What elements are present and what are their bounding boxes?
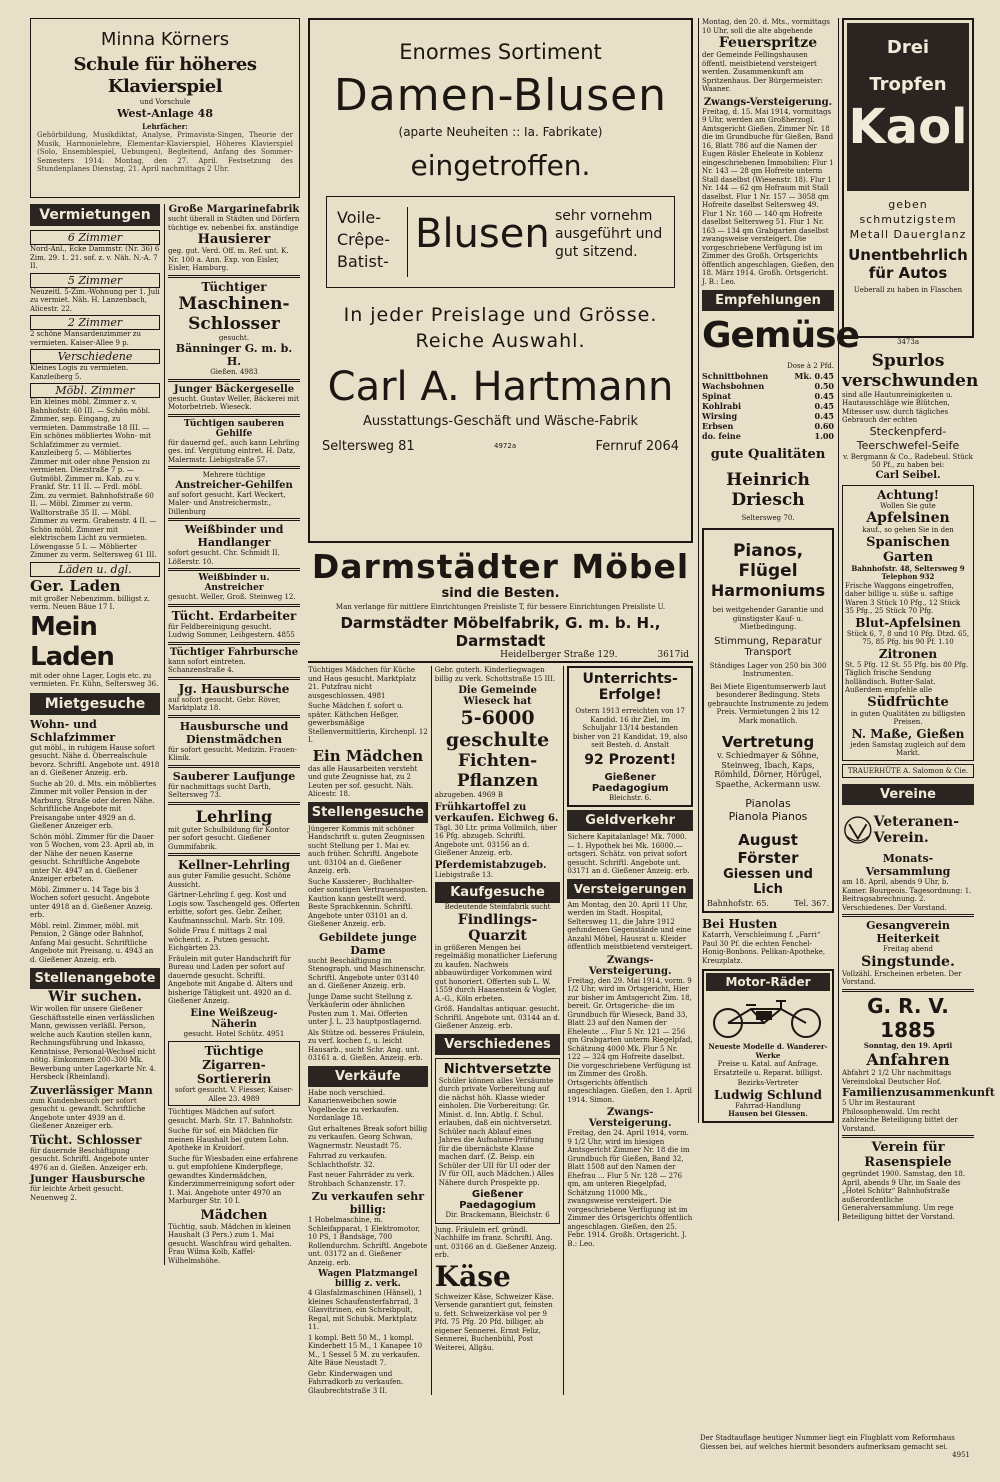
drei: Drei — [886, 37, 930, 58]
suche20-text: Suche ab 20. d. Mts. ein möbliertes Zimmer mit voller Pension in der Marburg. Straße oder deren Nähe. Schriftliche Angebote mit Preisangabe unter 4929 an d. Gießener Anzeiger erb. — [30, 779, 157, 830]
fraulein-text: Fräulein mit guter Handschrift für Bureau und Laden per sofort auf dauernde gesucht. Schriftl. Angebote mit Angabe d. Alters und bisherige Tätigkeit unt. 4920 an d. Gießener Anzeig. — [168, 954, 293, 1005]
ges-heading: Gesangverein Heiterkeit — [866, 919, 950, 945]
haus-heading: Hausierer — [197, 232, 271, 247]
zw3-heading: Zwangs-Versteigerung. — [703, 96, 833, 108]
blut-heading: Blut-Apfelsinen — [855, 615, 961, 630]
gemuse-row — [702, 391, 834, 401]
weiss2-text: gesucht. Weller, Groß. Steinweg 12. — [168, 593, 296, 601]
wollen-text: Wollen Sie gute — [880, 501, 936, 510]
fahr-heading: Tüchtiger Fahrbursche — [169, 646, 299, 658]
back-text: gesucht. Gustav Weller, Bäckerei mit Motorbetrieb. Wieseck. — [168, 394, 299, 411]
gemuse-row — [702, 401, 834, 411]
mad-heading: Mädchen — [200, 1207, 268, 1223]
ludw-heading: Ludwig Schlund — [713, 1087, 823, 1102]
vertr-heading: Vertretung — [721, 733, 815, 751]
selt: Seltersweg 81 — [322, 439, 415, 454]
fri-text: Frische Waggons eingetroffen, daher billige u. süße u. saftige Waren 3 Stück 10 Pfg., 12 Stück 35 Pfg., 25 Stück 70 Pfg. — [845, 581, 961, 615]
haus-text: geg. gut. Verd. Off. m. Ref. unt. K. Nr. 100 a. Ann. Exp. von Eisler, Eisler, Hamburg. — [168, 247, 289, 272]
gem-heading: Die Gemeinde Wieseck hat — [458, 685, 537, 707]
gemuse-price: 0.50 — [814, 380, 834, 391]
vermietungen-heading: Vermietungen — [30, 204, 160, 226]
mobl-text: Ein kleines möbl. Zimmer z. v. Bahnhofstr. 60 III. — Schön möbl. Zimmer, sep. Eingang, zu vermieten. Dammstraße 18 III. — Ein schönes möbliertes Wohn- mit Schlafzimmer zu vermiet. Kanzleiberg 5. — Möbliertes Zimmer mit oder ohne Pension zu vermieten. Diezstraße 7 p. — Gutmöbl. Zimmer m. Kab. zu v. Frankf. Str. 11 II. — Frdl. möbl. Zim. zu vermiet. Bahnhofstraße 60 II. — Möbl. Zimmer zu verm. Walltorstraße 35 II. — Möbl. Zimmer zu verm. Grabenstr. 4 II. — Schön möbl. Zimmer mit elektrischem Licht zu vermieten. Löwengasse 5 I. — Möblierter Zimmer zu verm. Seltersweg 61 III. — [30, 398, 157, 559]
bahn4-text: Bahnhofstr. 48, Seltersweg 9 — [851, 563, 965, 573]
gemuse-item: Wirsing — [702, 410, 738, 421]
z6-text: Nord-Anl., Ecke Dammstr. (Nr. 36) 6 Zim. 29. 1. 21. sof. z. v. Näh. N.-A. 7 II. — [30, 245, 160, 270]
ein-heading: Ein Mädchen — [312, 746, 424, 765]
fruh-heading: Frühkartoffel zu verkaufen. Eichweg 6. — [434, 801, 559, 824]
gemuse-row — [702, 411, 834, 421]
proz-heading: 92 Prozent! — [584, 751, 677, 768]
gut-text: Gut erhaltenes Break sofort billig zu verkaufen. Georg Schwan, Wagnermstr. Neustadt 75. — [308, 1124, 428, 1150]
veteran-emblem-icon — [842, 808, 874, 852]
gemuse-item: Kohlrabi — [702, 400, 741, 411]
husten-text: Katarrh, Verschleimung f. „Farri“ Paul 30 Pf. die echten Fenchel-Honig-Bonbons. Pelikan-Apotheke, Kreuzplatz. — [702, 931, 826, 965]
erd-heading: Tücht. Erdarbeiter — [171, 608, 297, 623]
ficht-heading: Fichten-Pflanzen — [456, 751, 539, 791]
tel-text: Tel. 367. — [794, 899, 829, 908]
unter-heading: Unterrichts-Erfolge! — [582, 671, 678, 703]
hartmann-ad — [308, 18, 693, 543]
meinladen-text: mit oder ohne Lager, Logis etc. zu vermieten. Fr. Kühn, Seltersweg 36. — [30, 671, 159, 688]
bei-text: bei weitgehender Garantie und günstigster Kauf- u. Mietbedingung. — [712, 606, 824, 631]
fahrrad-text: Fahrrad zu verkaufen. Schlachthofstr. 32. — [308, 1152, 387, 1169]
jeder: In jeder Preislage und Grösse. — [343, 304, 658, 326]
korner-ad — [30, 18, 300, 198]
weiss-text: sofort gesucht. Chr. Schmidt II, Lößerstr. 10. — [168, 549, 280, 566]
gart-text: Gärtner-Lehrling f. geg. Kost und Logis sow. Taschengeld ges. Offerten erbitte, sofort ges. Gebr. Zeiher, Kaufmannsschul. Marb. Str. 109. — [168, 891, 300, 925]
kell-text: aus guter Familie gesucht. Schöne Aussicht. — [168, 872, 291, 889]
ge-text: Gebr. Kinderwagen und Fahrradkorb zu verkaufen. Glaubrechtstraße 3 II. — [308, 1369, 404, 1395]
zw-text: Freitag, den 29. Mai 1914, vorm. 9 1/2 Uhr, wird im Ortsgericht, Hier zur bisher im Amtsgericht Zim. 18, bereit. Gr. Ortsgeriche- die im Grundbuch für Wieseck, Band 33, Blatt 23 auf den Namen der Eheleute ... Flur 5 Nr. 121 — 256 qm Grabgarten unterm Riegelpfad, Schätzung 4000 Mk. Flur 5 Nr. 122 — 324 qm Hofreite daselbst. Die vorgeschriebene Verfügung ist im Zimmer des Großh. Ortsgerichts öffentlich angeschlagen. Gießen, den 1. April 1914. Simon. — [567, 976, 693, 1104]
zig-heading: Tüchtige Zigarren-Sortiererin — [196, 1044, 272, 1086]
gemuse-item: Spinat — [702, 390, 732, 401]
kass-text: Suche Kassierer-, Buchhalter- oder sonstigen Vertrauensposten. Kaution kann gestellt werd. Beste Sprachkennin. Schriftl. Angebote unter 03101 an d. Gießener Anzeig. erb. — [308, 877, 428, 928]
pianos-ad — [702, 528, 834, 913]
gerladen-text: mit großer Nebenzimm. billigst z. verm. Neuen Bäue 17 I. — [30, 594, 150, 611]
weiss-heading: Weißbinder und Handlanger — [184, 523, 284, 549]
husten-heading: Bei Husten — [702, 917, 778, 931]
reiche: Reiche Auswahl. — [415, 330, 586, 352]
als-text: Als Stütze od. besseres Fräulein, zu verf. kochen f., u. leicht Hausarb., sucht Schr. Ang. unt. 03161 a. d. Gießen. Anzeig. erb. — [308, 1028, 425, 1062]
sauber-text: für dauernd gef., auch kann Lehrling ges. inf. Vergütung eintret. H. Datz, Malermstr. Liebigstraße 57. — [168, 438, 300, 464]
schon-text: Schön möbl. Zimmer für die Dauer von 5 Wochen, vom 23. April ab, in der Nähe der neuen Kaserne gesucht. Schriftliche Angebote unter Nr. 4947 an d. Gießener Anzeiger erbeten. — [30, 832, 154, 883]
lauf-heading: Sauberer Laufjunge — [172, 769, 296, 783]
tag-text: Tägl. 30 Ltr. prima Vollmilch, über 16 Pfg. abzugeb. Schriftl. Angebote unt. 03156 an d. Gießener Anzeig. erb. — [434, 823, 557, 857]
fam-heading: Familienzusammenkunft — [842, 1086, 995, 1099]
stecken-heading: Steckenpferd-Teerschwefel-Seife — [856, 424, 960, 452]
find-heading: Findlings-Quarzit — [457, 911, 538, 944]
miete-text: Bei Miete Eigentumserwerb laut besonderer Bedingung. Stets gebrauchte Instrumente zu jedem Preis. Vermietungen 2 bis 12 Mark monatlich. — [707, 682, 829, 725]
anstr-heading: Anstreicher-Gehilfen — [175, 479, 293, 491]
versch2-heading: Verschiedenes — [435, 1034, 561, 1055]
wagen-heading: Wagen Platzmangel billig z. verk. — [318, 1269, 418, 1289]
gemuse-row — [702, 421, 834, 431]
kase-text: Schweizer Käse, Schweizer Käse. Versende garantiert gut, feinsten u. fett. Schweizerkäse vol per 9 Pfd. 75 Pfg. 20 Pfd. billiger, ab eigener Sennerei. Ernst Feliz, Sennerei, Buchenbühl, Post Weiterei, Allgäu. — [434, 1292, 554, 1352]
trauer-text: TRAUERHÜTE A. Salomon & Cie. — [842, 764, 974, 779]
feuer-text: der Gemeinde Fellingshausen öffentl. meistbietend versteigert werden. Zusammenkunft am Spritzenhaus. Der Bürgermeister: Waaner. — [702, 51, 823, 93]
tropfen: Tropfen — [869, 74, 947, 95]
empf-heading: Empfehlungen — [702, 290, 834, 311]
neu-text: Neueste Modelle d. Wanderer-Werke — [708, 1042, 828, 1060]
billig-text: 1 Hobelmaschine, m. Schleifapparat, 1 Elektromotor, 10 PS, 1 Bandsäge, 700 Rollendurchm. Schriftl. Angebote unt. 03172 an d. Gießener Anzeig. erb. — [308, 1216, 428, 1267]
solid-text: Solide Frau f. mittags 2 mal wöchentl. z. Putzen gesucht. Eichgärten 23. — [168, 927, 270, 952]
gemuse-price: 0.45 — [814, 390, 834, 401]
rasen-heading: Verein für Rasenspiele — [864, 1140, 952, 1170]
column-2a — [308, 666, 428, 1395]
motor-ad — [702, 969, 834, 1123]
vereine-heading: Vereine — [842, 784, 974, 805]
jghaus-heading: Jg. Hausbursche — [178, 681, 290, 696]
masch-heading: Maschinen-Schlosser — [178, 293, 290, 334]
spur-heading: Spurlos verschwunden — [842, 350, 979, 391]
footer-notice — [700, 1434, 970, 1460]
gemuse-list — [702, 371, 834, 441]
korner-school: Schule für höheres Klavierspiel — [73, 54, 257, 97]
ludw-text: Fahrrad-Handlung — [735, 1101, 801, 1110]
junge-text: Junge Dame sucht Stellung z. Verkäuferin oder ähnlichen Posten zum 1. Mai. Offerten unter J. L. 23 hauptpostlagernd. — [308, 992, 422, 1026]
gemuse-price: 0.60 — [814, 420, 834, 431]
column-2c — [563, 666, 693, 1395]
tm-text: Tüchtiges Mädchen für Küche und Haus gesucht. Marktplatz 21. Putzfrau nicht ausgeschlossen. 4981 — [308, 666, 416, 700]
apfel-text: kauf., so gehen Sie in den — [862, 526, 954, 534]
sind: sind die Besten. — [441, 586, 560, 601]
giessen-heading: Giessen und Lich — [723, 867, 813, 897]
geb-text: sucht Beschäftigung im Stenograph. und Maschinenschr. Schriftl. Angebote unter 03140 an d. Gießener Anzeig. erb. — [308, 956, 426, 990]
heidn: 3617id — [657, 649, 689, 660]
mase-heading: N. Maße, Gießen — [851, 726, 965, 741]
wohn-heading: Wohn- und Schlafzimmer — [30, 717, 116, 744]
ein-text: das alle Hausarbeiten versteht und gute Zeugnisse hat, zu 2 Leuten per sof. gesucht. Näh. Alicestr. 18. — [308, 764, 418, 798]
motorcycle-icon — [706, 991, 830, 1039]
tel4-text: Telephon 932 — [881, 572, 935, 581]
erd-text: für Feldbereinigung gesucht. Ludwig Sommer, Leihgestern. 4855 — [168, 622, 295, 639]
heid: Heidelberger Straße 129. — [500, 649, 618, 660]
gerladen-heading: Ger. Laden — [30, 576, 121, 595]
fur: für Autos — [868, 264, 948, 282]
zuv-heading: Zuverlässiger Mann — [30, 1083, 153, 1097]
geld-heading: Geldverkehr — [567, 810, 693, 831]
meinladen-heading: Mein Laden — [30, 611, 114, 672]
kaol: Kaol — [848, 99, 968, 155]
nicht-heading: Nichtversetzte — [443, 1061, 552, 1077]
abz-text: abzugeben. 4969 B — [434, 791, 503, 799]
korner-sub: und Vorschule — [139, 98, 191, 106]
mont-text: Montag, den 20. d. Mts., vormittags 10 Uhr, soll die alte abgehende — [702, 18, 830, 35]
column-1b — [164, 204, 300, 1265]
zit-text: St. 5 Pfg. 12 St. 55 Pfg. bis 80 Pfg. Täglich frische Sendung holländisch. Butter-Salat. Außerdem empfehle alle — [845, 660, 969, 694]
korner-name: Minna Körners — [100, 29, 230, 50]
gemuse-price: 0.45 — [814, 410, 834, 421]
sm-text: Suche Mädchen f. sofort u. später. Käthchen Heßger, gewerbsmäßige Stellenvermittlerin, Kirchenpl. 12 I. — [308, 702, 428, 744]
nicht-text: Schüler können alles Versäumte durch private Vorbereitung auf die nächst höh. Klasse wieder einholen. Die Vorbereitung: Gr. Minist. d. Inn. Abtlg. f. Schul. erlauben, daß ein nichtversetzt. Schüler nach Ablauf eines Jahres die Aufnahme-Prüfung für die übernächste Klasse machen darf. (Z. Beisp. ein Schüler der UII für UI oder der IV für OII, auch Mädchen.) Alles Nähere durch Prospekte pp. — [438, 1076, 554, 1187]
column-1 — [30, 18, 300, 1265]
fabrik: Darmstädter Möbelfabrik, G. m. b. H., Darmstadt — [340, 613, 661, 650]
marg-heading: Große Margarinefabrik — [168, 204, 300, 215]
kompl-text: 1 kompl. Bett 50 M., 1 kompl. Kinderbett 15 M., 1 Kanapee 10 M., 1 Sessel 5 M. zu verkaufen. Alte Bäue Neustadt 7. — [308, 1333, 423, 1367]
aug-heading: August Förster — [737, 831, 799, 867]
span-heading: Spanischen Garten — [866, 534, 950, 565]
z6-heading: 6 Zimmer — [30, 230, 160, 245]
mon-text: am 18. April, abends 9 Uhr, b. Kamer. Bourgeois. Tagesordnung: 1. Beitragsabrechnung. 2. Verschiedenes. Der Vorstand. — [842, 878, 972, 912]
junger-heading: Junger Hausbursche — [30, 1174, 146, 1185]
pianolas: Pianolas — [745, 797, 791, 810]
rasen-text: gegründet 1900. Samstag, den 18. April, abends 9 Uhr, im Saale des „Hotel Schütz“ Bahnhofstraße außerordentliche Generalversammlung. Um rege Beteiligung bittet der Vorstand. — [842, 1170, 965, 1221]
hausd-text: für sofort gesucht. Medizin. Frauen-Klinik. — [168, 745, 297, 762]
sehr-text: sehr vornehm ausgeführt und gut sitzend. — [555, 208, 663, 260]
kase-heading: Käse — [434, 1259, 511, 1293]
zw3-text: Freitag, d. 15. Mai 1914, vormittags 9 Uhr, werden am Großherzogl. Amtsgericht Gießen, Zimmer Nr. 18 die im Grundbuche für Gießen, Band 16, Blatt 786 auf die Namen der Eugen Rösler Eheleute in Koblenz eingeschriebenen Immobilien: Flur 1 Nr. 143 — 28 qm Hofreite unterm Stall daselbst (Wiesenstr. 18). Flur 1 Nr. 144 — 62 qm Hofraum mit Stall daselbst. Flur 1 Nr. 157 — 3058 qm Hofreite daselbst Seltersweg 49. Flur 1 Nr. 160 — 140 qm Hofreite daselbst Seltersweg 51. Flur 1 Nr. 163 — 134 qm Grabgarten daselbst zwangsweise versteigert. Die vorgeschriebene Verfügung ist im Zimmer des Großh. Ortsgerichts öffentlich angeschlagen. Gießen, den 18. März 1914. Großh. Ortsgericht. J. B.: Leo. — [702, 107, 834, 286]
z5-text: Neuzeitl. 5-Zim.-Wohnung per 1. Juli zu vermiet. Näh. H. Lanzenbach, Alicestr. 22. — [30, 287, 160, 313]
seibel-heading: Carl Seibel. — [875, 469, 941, 481]
tucht-text: für dauernde Beschäftigung gesucht. Schriftl. Angebote unter 4976 an d. Gießen. Anzeiger erb. — [30, 1146, 149, 1172]
stellenangebote-heading: Stellenangebote — [30, 968, 160, 989]
gebr-text: Gebr. guterh. Kinderliegwagen billig zu verk. Schottstraße 15 III. — [434, 666, 556, 683]
anf-heading: Anfahren — [866, 1050, 950, 1069]
footer-text: Der Stadtauflage heutiger Nummer liegt ein Flugblatt vom Reformhaus Giessen bei, auf welches hiermit besonders aufmerksam gemacht sei. — [700, 1434, 955, 1451]
giess2-heading: Gießener Paedagogium — [591, 771, 669, 794]
jung-text: Jüngerer Kommis mit schöner Handschrift u. guten Zeugnissen sucht Stellung per 1. Mai ev. auch früher. Schriftl. Angebote unt. 03104 an d. Gießener Anzeig. erb. — [308, 824, 425, 875]
reinl-text: Möbl. reinl. Zimmer, möbl. mit Pension, 2 Gänge oder Bahnhof, Anfang Mai gesucht. Schriftliche Angebote mit Preisang. u. 4943 an d. Gießener Anzeig. erb. — [30, 921, 154, 964]
column-4 — [838, 18, 995, 1221]
junger-text: für leichte Arbeit gesucht. Neuenweg 2. — [30, 1185, 124, 1202]
find-text: in größeren Mengen bei regelmäßig monatlicher Lieferung zu kaufen. Nachweis abbauwürdiger Vorkommen wird gut honoriert. Offerten sub L. W. 1559 durch Haasenstein & Vogler, A.-G., Köln erbeten. — [434, 943, 558, 1003]
stimm-text: Stimmung, Reparatur Transport — [714, 635, 822, 658]
korner-addr: West-Anlage 48 — [117, 106, 213, 120]
stell-heading: Stellengesuche — [308, 802, 428, 823]
fast-text: Fast neuer Fahrräder zu verk. Strohbach Schanzenstr. 17. — [308, 1171, 415, 1188]
bed-text: Bedeutende Steinfabrik sucht — [444, 903, 551, 911]
kell-heading: Kellner-Lehrling — [178, 858, 290, 872]
sauber-heading: Tüchtigen sauberen Gehilfe — [183, 418, 285, 439]
motor-heading: Motor-Räder — [706, 973, 830, 991]
heinr-text: Seltersweg 70. — [741, 513, 795, 522]
lehr-heading: Lehrling — [195, 806, 273, 826]
mad-text: Tüchtig, saub. Mädchen in kleinen Haushalt (3 Pers.) zum 1. Mai gesucht. Waschfrau wird gehalten. Frau Wilma Kolb, Kaffel-Wilhelmshöhe. — [168, 1222, 292, 1265]
wir-text: Wir wollen für unsere Gießener Geschäftsstelle einen verlässlichen Mann, gewissen verläßl. Person, welche auch Kaution stellen kann, Rechnungsführung und Inkasso, Kenntnisse, Personal-Wechsel nicht nötig. Einkommen 200–300 Mk. Bewerbung unter Lagerkarte Nr. 4. Hersbeck (Rheinland). — [30, 1005, 157, 1081]
naher-text: gesucht. Hotel Schütz. 4951 — [183, 1029, 285, 1038]
sing-text: Vollzähl. Erscheinen erbeten. Der Vorstand. — [842, 969, 962, 986]
eingetroffen: eingetroffen. — [410, 149, 591, 182]
gem-heading: Gemüse — [702, 315, 859, 356]
ueber: Ueberall zu haben in Flaschen — [853, 286, 963, 294]
zig-text: sofort gesucht. V. Fiesser, Kaiser-Allee 23. 4989 — [174, 1086, 294, 1103]
gross-text: Größ. Handaltas antiquar. gesucht. Schriftl. Angebote unt. 03144 an d. Gießener Anzeig. erb. — [434, 1005, 561, 1030]
verk-heading: Verkäufe — [308, 1066, 428, 1087]
unent: Unentbehrlich — [848, 246, 968, 264]
mehrere-text: Mehrere tüchtige — [202, 471, 266, 479]
feuer-heading: Feuerspritze — [718, 35, 818, 51]
blusen-word: Blusen — [415, 211, 550, 257]
wir-heading: Wir suchen. — [48, 989, 142, 1005]
darm: Darmstädter Möbel — [311, 547, 690, 586]
z2-text: 2 schöne Mansardenzimmer zu vermieten. Kaiser-Allee 9 p. — [30, 330, 141, 347]
blusen-box — [326, 196, 675, 288]
masch-g: gesucht. — [218, 333, 250, 342]
wiesb-text: Suche für Wiesbaden eine erfahrene u. gut empfohlene Kinderpflege, gewandtes Kindermädchen, Kinderzimmerreinigung sofort oder 1. Mai. Angebote unter 4970 an Marburger Str. 10 I. — [168, 1154, 299, 1205]
bez-text: Bezirks-Vertreter — [737, 1079, 799, 1087]
gemuse-row — [702, 431, 834, 441]
preis-text: Preise u. Katal. auf Anfrage. Ersatzteile u. Reparat. billigst. — [713, 1060, 823, 1077]
pianola: Pianola Pianos — [728, 810, 808, 823]
column-2 — [308, 18, 693, 1395]
korner-facher: Gehörbildung, Musikdiktat, Analyse, Primavista-Singen, Theorie der Musik, Harmonielehre, Elementar-Klavierspiel, Höheres Klavierspiel (Solo, Ensemblespiel, Uebungen), Begleitend, Anfang des Sommer-Semesters 1914: Montag, den 27. April. Festsetzung des Stundenplanes Dienstag, 21. April nachmittags 2 Uhr. — [37, 131, 293, 173]
jf-text: Jung. Fräulein erf. gründl. Nachhilfe im franz. Schriftl. Ang. unt. 03166 an d. Gießener Anzeig. erb. — [434, 1225, 557, 1259]
bann-heading: Bänninger G. m. b. H. — [175, 342, 293, 368]
lauf-text: für nachmittags sucht Darth, Seltersweg 73. — [168, 782, 272, 799]
pianos-heading: Pianos, Flügel — [732, 541, 804, 581]
anf-text: Abfahrt 2 1/2 Uhr nachmittags Vereinslokal Deutscher Hof. — [842, 1069, 952, 1086]
gemuse-price: Mk. 0.45 — [794, 370, 834, 381]
billig-heading: Zu verkaufen sehr billig: — [311, 1190, 425, 1216]
column-3 — [698, 18, 859, 1123]
back-heading: Junger Bäckergeselle — [173, 383, 295, 395]
dose: Dose à 2 Pfd. — [787, 362, 834, 370]
giess-heading: Gießener Paedagogium — [459, 1189, 536, 1211]
anstr-text: auf sofort gesucht. Karl Weckert, Maler- und Anstreichermstr., Dillenburg — [168, 490, 286, 516]
damen-blusen: Damen-Blusen — [333, 70, 668, 121]
aparte: (aparte Neuheiten :: Ia. Fabrikate) — [398, 125, 603, 139]
tuchm-text: Tüchtiges Mädchen auf sofort gesucht. Marb. Str. 17. Bahnhofstr. — [168, 1108, 293, 1125]
am-text: Am Montag, den 20. April 11 Uhr, werden im Stadt. Hospital, Seltersweg 11, die Jahre 1912 gefundenen Gegenstände und eine Anzahl Möbel, Hausrat u. Kleider öffentlich meistbietend versteigert. — [567, 900, 693, 951]
naher-heading: Eine Weißzeug-Näherin — [190, 1007, 278, 1030]
such-text: Suche für sof. ein Mädchen für meinen Haushalt bei gutem Lohn. Apotheke in Kroidorf. — [168, 1127, 289, 1152]
man: Man verlange für mittlere Einrichtungen Preisliste T, für bessere Einrichtungen Preisliste U. — [335, 603, 666, 611]
ges-text: Freitag abend — [882, 945, 934, 953]
marg-text: sucht überall in Städten und Dörfern tüchtige ev. nebenbei fix. anständige — [168, 215, 300, 232]
ost-text: Ostern 1913 erreichten von 17 Kandid. 16 ihr Ziel, im Schuljahr 13/14 bestanden bisher von 21 Kandidat. 19, also seit Besteh. d. Anstalt — [572, 707, 688, 749]
bann-text: Gießen. 4983 — [210, 368, 258, 376]
tucht-heading: Tücht. Schlosser — [30, 1132, 142, 1147]
vertr-text: v. Schiedmayer & Söhne, Steinweg, Ibach, Kaps, Römhild, Dörner, Hörügel, Spaethe, Ackermann usw. — [714, 751, 822, 789]
weiss2-heading: Weißbinder u. Anstreicher — [198, 573, 270, 593]
fahr-text: kann sofort eintreten. Schanzenstraße 4. — [168, 657, 246, 674]
jghaus-text: auf sofort gesucht. Gebr. Röver, Marktplatz 18. — [168, 695, 281, 712]
num: 4972a — [494, 442, 517, 451]
mase-text: jeden Samstag zugleich auf dem Markt. — [850, 740, 966, 757]
versch-heading: Verschiedene — [30, 349, 160, 364]
mietgesuche-heading: Mietgesuche — [30, 693, 160, 715]
fern: Fernruf 2064 — [595, 439, 679, 454]
gemuse-item: Schnittbohnen — [702, 370, 769, 381]
stand-text: Ständiges Lager von 250 bis 300 Instrumenten. — [709, 661, 827, 678]
sud-text: in guten Qualitäten zu billigsten Preisen. — [850, 709, 966, 726]
wohn-text: gut möbl., in ruhigem Hause sofort gesucht. Nähe d. Oberrealschule bevorz. Schriftl. Angebote unt. 4918 an d. Gießener Anzeig. erb. — [30, 743, 160, 777]
grv-text: Sonntag, den 19. April — [863, 1040, 953, 1050]
gemuse-price: 0.45 — [814, 400, 834, 411]
column-2b — [431, 666, 561, 1395]
gemuse-item: Erbsen — [702, 420, 734, 431]
verst-heading: Versteigerungen — [567, 879, 693, 899]
bleich-text: Bleichstr. 6. — [609, 793, 652, 802]
gemuse-price: 1.00 — [814, 430, 834, 441]
kauf-heading: Kaufgesuche — [435, 882, 561, 903]
sich-text: Sichere Kapitalanlage! Mk. 7000.— 1. Hypothek bei Mk. 16000.— ortsgeri. Schätz. von privat sofort gesucht. Schriftl. Angebote unt. 03171 an d. Gießener Anzeig. erb. — [567, 833, 690, 875]
bergm-text: v. Bergmann & Co., Radebeul. Stück 50 Pf., zu haben bei: — [843, 452, 973, 469]
z5-heading: 5 Zimmer — [30, 273, 160, 288]
heinr-heading: Heinrich Driesch — [726, 469, 810, 510]
num-heading: 5-6000 geschulte — [445, 707, 550, 751]
giess-text: Dir. Brackemann, Bleichstr. 6 — [445, 1211, 550, 1219]
zit-heading: Zitronen — [878, 646, 938, 661]
voile-text: Voile- Crêpe- Batist- — [337, 208, 391, 271]
column-1a — [30, 204, 160, 1265]
pferd-heading: Pferdemistabzugeb. — [434, 859, 547, 871]
lehr-text: mit guter Schulbildung für Kontor per sofort gesucht. Gießener Gummifabrik. — [168, 825, 290, 851]
gute-heading: gute Qualitäten — [710, 446, 826, 462]
ausst: Ausstattungs-Geschäft und Wäsche-Fabrik — [362, 414, 639, 429]
enormes: Enormes Sortiment — [399, 40, 602, 64]
gemuse-item: do. feine — [702, 430, 741, 441]
korner-facher-h: Lehrfächer: — [142, 121, 188, 131]
carl: Carl A. Hartmann — [327, 364, 674, 410]
spur-text: sind alle Hautunreinigkeiten u. Hautausschläge wie Blütchen, Mitesser usw. durch tägliches Gebrauch der echten — [842, 390, 953, 424]
acht-heading: Achtung! — [877, 487, 939, 502]
bahn-text: Bahnhofstr. 65. — [707, 899, 769, 908]
pferd-text: Liebigstraße 13. — [434, 870, 494, 879]
zw2-text: Freitag, den 24. April 1914, vorm. 9 1/2 Uhr, wird im hiesigen Amtsgericht Zimmer Nr. 18 die im Grundbuch für Gießen, Band 32, Blatt 1508 auf den Namen der Ehefrau ... Flur 5 Nr. 128 — 276 qm, am unteren Riegelpfad, Schätzung 11000 Mk., zwangsweise versteigert. Die vorgeschriebene Verfügung ist im Zimmer des Ortsgerichts öffentlich angeschlagen. Gießen, den 25. Febr. 1914. Großh. Ortsgericht. J. B.: Leo. — [567, 1129, 693, 1248]
vet-heading: Veteranen-Verein. — [873, 814, 960, 846]
z2-heading: 2 Zimmer — [30, 315, 160, 330]
versch-text: Kleines Logis zu vermieten. Kanzleiberg 5. — [30, 364, 129, 381]
hab-text: Habe noch verschied. Kanarienweibchen sowie Vogelbecke zu verkaufen. Nordanlage 18. — [308, 1088, 399, 1122]
harm-heading: Harmoniums — [710, 581, 826, 600]
sing-heading: Singstunde. — [861, 953, 955, 970]
grv-heading: G. R. V. 1885 — [867, 993, 949, 1042]
blut-text: Stück 6, 7, 8 und 10 Pfg. Dtzd. 65, 75, 85 Pfg. bis 90 Pf. 1.10 — [846, 629, 970, 646]
zw-heading: Zwangs-Versteigerung. — [588, 954, 672, 977]
mobl14-text: Möbl. Zimmer u. 14 Tage bis 3 Wochen sofort gesucht. Angebote unter 4918 an d. Gießener Anzeig. erb. — [30, 885, 153, 919]
gemuse-item: Wachsbohnen — [702, 380, 765, 391]
laden-heading: Läden u. dgl. — [30, 562, 160, 577]
kaol-num: 3473a — [897, 338, 919, 346]
fam-text: 5 Uhr im Restaurant Philosophenwald. Um recht zahlreiche Beteiligung bittet der Vorstand. — [842, 1099, 958, 1133]
sud-heading: Südfrüchte — [867, 694, 949, 710]
darmstadt-ad — [308, 543, 693, 663]
geb-heading: Gebildete junge Dame — [319, 930, 417, 957]
mobl-heading: Möbl. Zimmer — [30, 383, 160, 398]
gemuse-row — [702, 371, 834, 381]
haus-text: Hausen bei Giessen. — [728, 1109, 808, 1118]
wagen-text: 4 Glasfalzmaschinen (Hänsel), 1 kleines Schaufensterfahrrad, 3 Glasvitrinen, ein Schreibpult, Regal, mit Schubk. Marktplatz 11. — [308, 1289, 423, 1331]
geben: geben schmutzigstem Metall Dauerglanz — [849, 198, 967, 241]
zuv-text: zum Kundenbesuch per sofort gesucht u. gewandt. Schriftliche Angebote unter 4939 an d. Gießener Anzeiger erb. — [30, 1096, 146, 1130]
kaol-ad — [842, 18, 974, 338]
hausd-heading: Hausbursche und Dienstmädchen — [179, 719, 289, 746]
footer-num: 4951 — [952, 1451, 970, 1459]
mon-heading: Monats-Versammlung — [865, 852, 951, 878]
gemuse-row — [702, 381, 834, 391]
tucht2-heading: Tüchtiger — [201, 279, 267, 294]
apfel-heading: Apfelsinen — [866, 510, 950, 526]
zw2-heading: Zwangs-Versteigerung. — [588, 1107, 672, 1129]
